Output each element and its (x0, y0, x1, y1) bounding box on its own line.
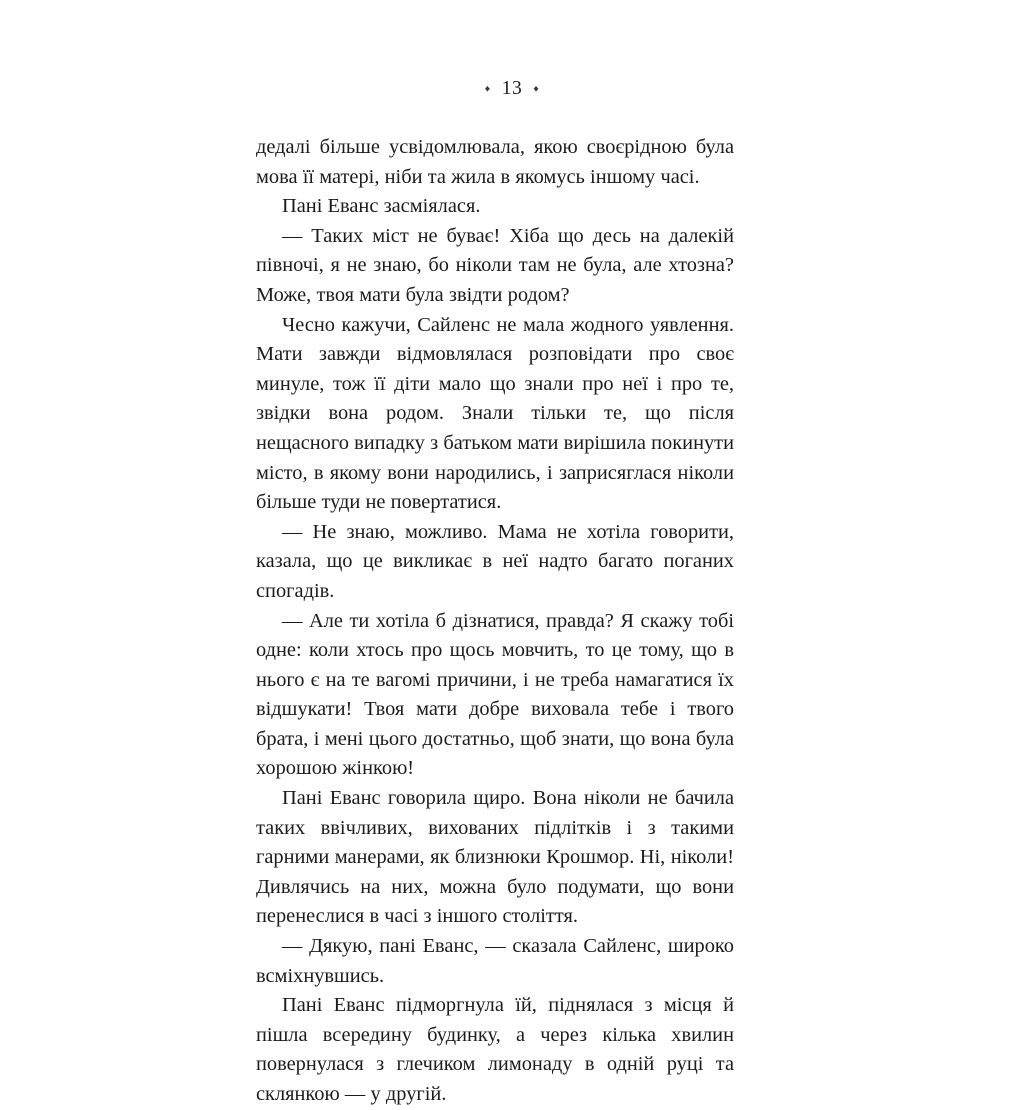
body-text-block (256, 133, 734, 1110)
paragraph: Чесно кажучи, Сайленс не мала жодного уявлення. Мати завжди відмовлялася розповідати про своє минуле, тож її діти мало що знали про неї і про те, звідки вона родом. Знали тільки те, що після нещасного випадку з батьком мати вирішила покинути місто, в якому вони народились, і заприсяглася ніколи більше туди не повертатися. (256, 313, 734, 514)
paragraph: Пані Еванс засміялася. (282, 195, 481, 218)
paragraph: — Не знаю, можливо. Мама не хотіла говорити, казала, що це викликає в неї надто багато поганих спогадів. (256, 520, 734, 602)
paragraph: — Дякую, пані Еванс, — сказала Сайленс, широко всміхнувшись. (256, 935, 734, 987)
paragraph: Пані Еванс говорила щиро. Вона ніколи не бачила таких ввічливих, вихованих підлітків і з такими гарними манерами, як близнюки Крошмор. Ні, ніколи! Дивлячись на них, можна було подумати, що вони перенеслися в часі з іншого століття. (256, 787, 734, 928)
paragraph: — Але ти хотіла б дізнатися, правда? Я скажу тобі одне: коли хтось про щось мовчить, то це тому, що в нього є на те вагомі причини, і не треба намагатися їх відшукати! Твоя мати добре виховала тебе і твого брата, і мені цього достатньо, щоб знати, що вона була хорошою жінкою! (256, 609, 734, 780)
paragraph: — Таких міст не буває! Хіба що десь на далекій півночі, я не знаю, бо ніколи там не була, але хтозна? Може, твоя мати була звідти родом? (256, 224, 734, 306)
paragraph: дедалі більше усвідомлювала, якою своєрідною була мова її матері, ніби та жила в якомусь іншому часі. (256, 136, 734, 188)
diamond-ornament-left-icon: ♦ (484, 83, 491, 95)
page-folio (0, 78, 1024, 100)
paragraph: Пані Еванс підморгнула їй, піднялася з місця й пішла всередину будинку, а через кілька хвилин повернулася з глечиком лимонаду в одній руці та склянкою — у другій. (256, 994, 734, 1105)
diamond-ornament-right-icon: ♦ (533, 83, 540, 95)
page-number: 13 (501, 78, 523, 99)
